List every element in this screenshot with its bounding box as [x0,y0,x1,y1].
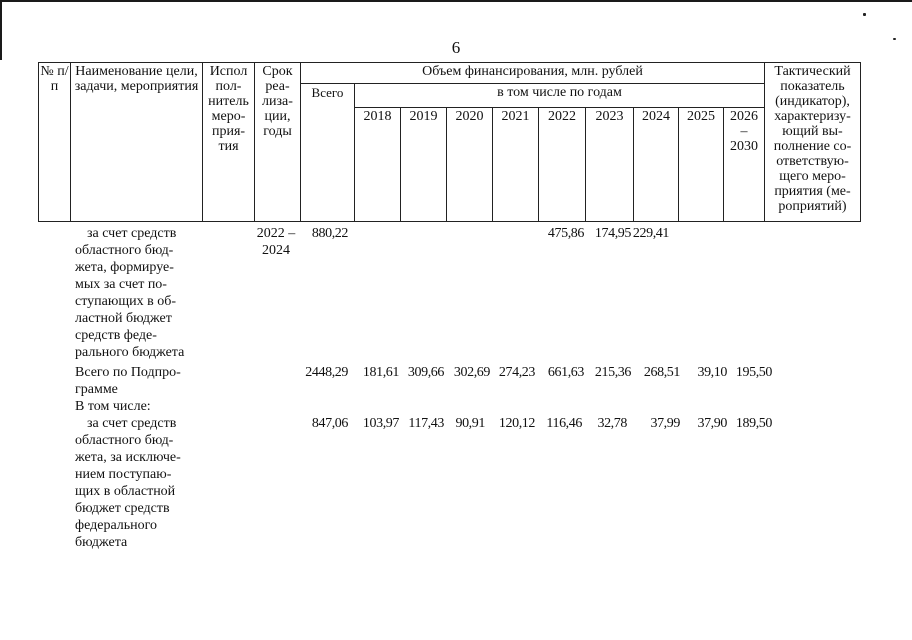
text-line: мых за счет по- [75,277,167,292]
row-name: В том числе: [75,399,151,414]
header-year: 2020 [447,108,493,222]
row-value-2020: 90,91 [455,416,485,431]
row-value-2025: 39,10 [697,365,727,380]
header-year: 2026 – 2030 [724,108,765,222]
text-line: федерального [75,518,158,533]
header-year: 2025 [679,108,724,222]
text-line: бюджета [75,535,128,550]
header-year: 2024 [634,108,679,222]
row-value-2023: 215,36 [594,365,631,380]
scan-edge-top [0,0,912,2]
header-col-total: Всего [301,84,355,222]
header-year: 2022 [539,108,586,222]
text-line: Всего по Подпро- [75,365,181,380]
row-value-2022: 116,46 [546,416,582,431]
row-value-2025: 37,90 [697,416,727,431]
text-line: рального бюджета [75,345,185,360]
text-line: средств феде- [75,328,157,343]
text-line: щих в областной [75,484,176,499]
row-value-2026-2030: 195,50 [735,365,772,380]
row-name [75,225,195,361]
text-line: областного бюд- [75,243,174,258]
row-value-2022: 475,86 [547,226,584,241]
text-line: нием поступаю- [75,467,172,482]
table-header [38,62,861,222]
page-number: 6 [451,38,461,57]
header-col-number: № п/п [39,63,71,222]
row-value-2018: 181,61 [362,365,399,380]
row-value-2023: 32,78 [597,416,627,431]
text-line: жета, за исключе- [75,450,181,465]
header-col-name: Наименование цели, задачи, мероприятия [71,63,203,222]
header-col-funding: Объем финансирования, млн. рублей [301,63,765,84]
text-line: областного бюд- [75,433,174,448]
row-value-2021: 120,12 [498,416,535,431]
text-line: за счет средств [87,226,177,241]
text-line: грамме [75,382,118,397]
row-value-2026-2030: 189,50 [735,416,772,431]
row-total: 847,06 [311,416,348,431]
row-total: 880,22 [311,226,348,241]
row-value-2022: 661,63 [547,365,584,380]
row-value-2024: 37,99 [650,416,680,431]
header-col-term: Срок реа- лиза- ции, годы [255,63,301,222]
row-value-2019: 117,43 [408,416,444,431]
header-year: 2021 [493,108,539,222]
row-value-2024: 229,41 [632,226,669,241]
header-year: 2018 [355,108,401,222]
row-name [75,415,195,551]
header-col-indicator: Тактический показатель (индикатор), характеризу- ющий вы- полнение со- ответствую- щего меро- приятия (ме- роприятий) [765,63,861,222]
row-value-2023: 174,95 [594,226,631,241]
header-col-executor: Испол пол- нитель меро- прия- тия [203,63,255,222]
text-line: жета, формируе- [75,260,174,275]
row-value-2020: 302,69 [453,365,490,380]
header-year: 2019 [401,108,447,222]
row-value-2018: 103,97 [362,416,399,431]
header-col-by-years: в том числе по годам [355,84,765,108]
row-term: 2022 – 2024 [256,226,296,258]
row-value-2024: 268,51 [643,365,680,380]
row-value-2021: 274,23 [498,365,535,380]
text-line: за счет средств [87,416,177,431]
row-name [75,364,195,398]
row-value-2019: 309,66 [407,365,444,380]
scan-speck [863,13,866,16]
text-line: ступающих в об- [75,294,176,309]
row-total: 2448,29 [305,365,348,380]
text-line: бюджет средств [75,501,170,516]
header-year: 2023 [586,108,634,222]
text-line: ластной бюджет [75,311,172,326]
